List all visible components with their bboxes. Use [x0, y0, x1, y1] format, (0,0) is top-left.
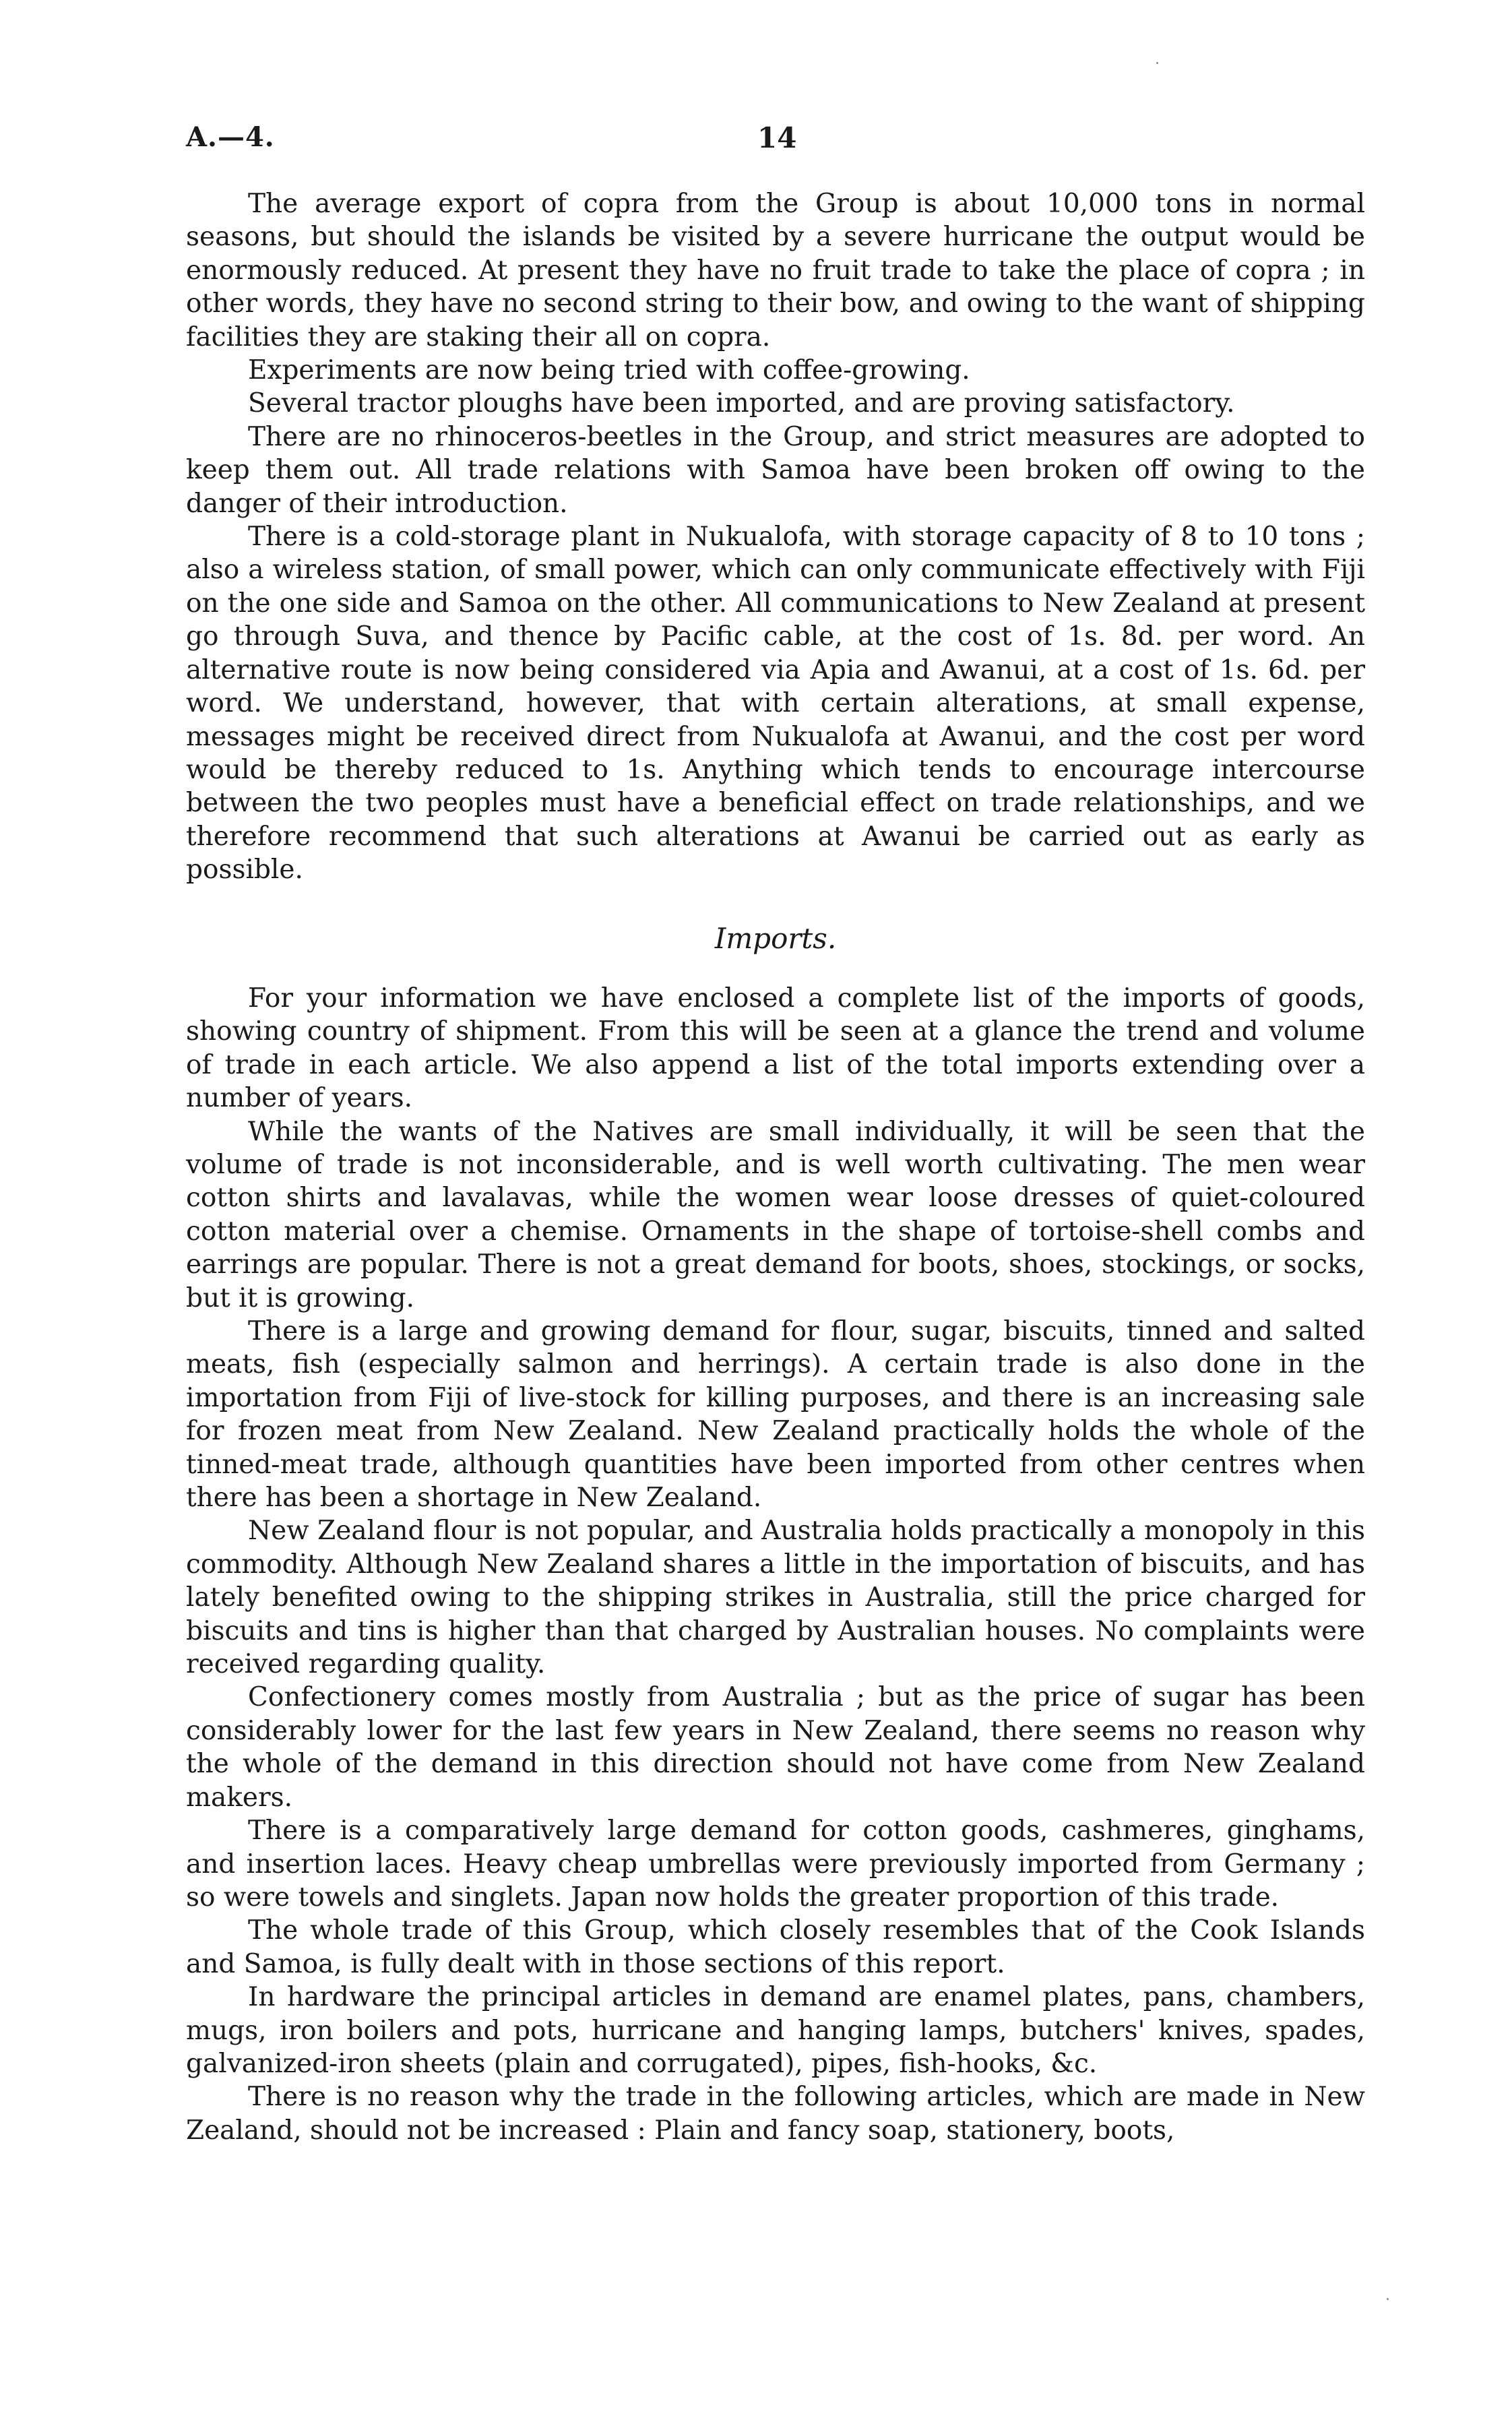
paragraph: There is a large and growing demand for flour, sugar, biscuits, tinned and salted meats, fish (especially salmon and herrings). A certain trade is also done in the importation from Fiji of live-stock for killing purposes, and there is an increasing sale for frozen meat from New Zealand. New Zealand practically holds the whole of the tinned-meat trade, although quantities have been imported from other centres when there has been a shortage in New Zealand. — [186, 1316, 1365, 1514]
paragraph: There are no rhinoceros-beetles in the Group, and strict measures are adopted to keep them out. All trade relations with Samoa have been broken off owing to the danger of their introduction. — [186, 421, 1365, 519]
section-heading-imports: Imports. — [714, 921, 837, 955]
scan-speck — [1156, 62, 1158, 64]
paragraph: There is a cold-storage plant in Nukualofa, with storage capacity of 8 to 10 tons ; also a wireless station, of small power, which can only communicate effectively with Fiji on the one side and Samoa on the other. All communications to New Zealand at present go through Suva, and thence by Pacific cable, at the cost of 1s. 8d. per word. An alternative route is now being considered via Apia and Awanui, at a cost of 1s. 6d. per word. We understand, however, that with certain alterations, at small expense, messages might be received direct from Nukualofa at Awanui, and the cost per word would be thereby reduced to 1s. Anything which tends to encourage intercourse between the two peoples must have a beneficial effect on trade relationships, and we therefore recommend that such alterations at Awanui be carried out as early as possible. — [186, 522, 1365, 886]
paragraph: The average export of copra from the Group is about 10,000 tons in normal seasons, but should the islands be visited by a severe hurricane the output would be enormously reduced. At present they have no fruit trade to take the place of copra ; in other words, they have no second string to their bow, and owing to the want of shipping facilities they are staking their all on copra. — [186, 189, 1365, 352]
paragraph: Confectionery comes mostly from Australia ; but as the price of sugar has been considerably lower for the last few years in New Zealand, there seems no reason why the whole of the demand in this direction should not have come from New Zealand makers. — [186, 1682, 1365, 1813]
paragraph: New Zealand flour is not popular, and Australia holds practically a monopoly in this commodity. Although New Zealand shares a little in the importation of biscuits, and has lately benefited owing to the shipping strikes in Australia, still the price charged for biscuits and tins is higher than that charged by Australian houses. No complaints were received regarding quality. — [186, 1516, 1365, 1680]
page-number: 14 — [757, 121, 797, 154]
document-reference: A.—4. — [186, 121, 275, 153]
scan-speck — [1387, 2298, 1389, 2300]
page-header — [186, 121, 1365, 162]
paragraph: There is no reason why the trade in the following articles, which are made in New Zealand, should not be increased : Plain and fancy soap, stationery, boots, — [186, 2082, 1365, 2146]
paragraph: The whole trade of this Group, which closely resembles that of the Cook Islands and Samoa, is fully dealt with in those sections of this report. — [186, 1915, 1365, 1979]
paragraph: In hardware the principal articles in demand are enamel plates, pans, chambers, mugs, iron boilers and pots, hurricane and hanging lamps, butchers' knives, spades, galvanized-iron sheets (plain and corrugated), pipes, fish-hooks, &c. — [186, 1982, 1365, 2079]
body-text — [186, 187, 1365, 2147]
paragraph: While the wants of the Natives are small individually, it will be seen that the volume of trade is not inconsiderable, and is well worth cultivating. The men wear cotton shirts and lavalavas, while the women wear loose dresses of quiet-coloured cotton material over a chemise. Ornaments in the shape of tortoise-shell combs and earrings are popular. There is not a great demand for boots, shoes, stockings, or socks, but it is growing. — [186, 1116, 1365, 1313]
paragraph: Experiments are now being tried with coffee-growing. — [248, 355, 970, 386]
paragraph: For your information we have enclosed a complete list of the imports of goods, showing country of shipment. From this will be seen at a glance the trend and volume of trade in each article. We also append a list of the total imports extending over a number of years. — [186, 983, 1365, 1114]
paragraph: Several tractor ploughs have been imported, and are proving satisfactory. — [248, 388, 1235, 419]
paragraph: There is a comparatively large demand for cotton goods, cashmeres, ginghams, and insertion laces. Heavy cheap umbrellas were previously imported from Germany ; so were towels and singlets. Japan now holds the greater proportion of this trade. — [186, 1816, 1365, 1913]
